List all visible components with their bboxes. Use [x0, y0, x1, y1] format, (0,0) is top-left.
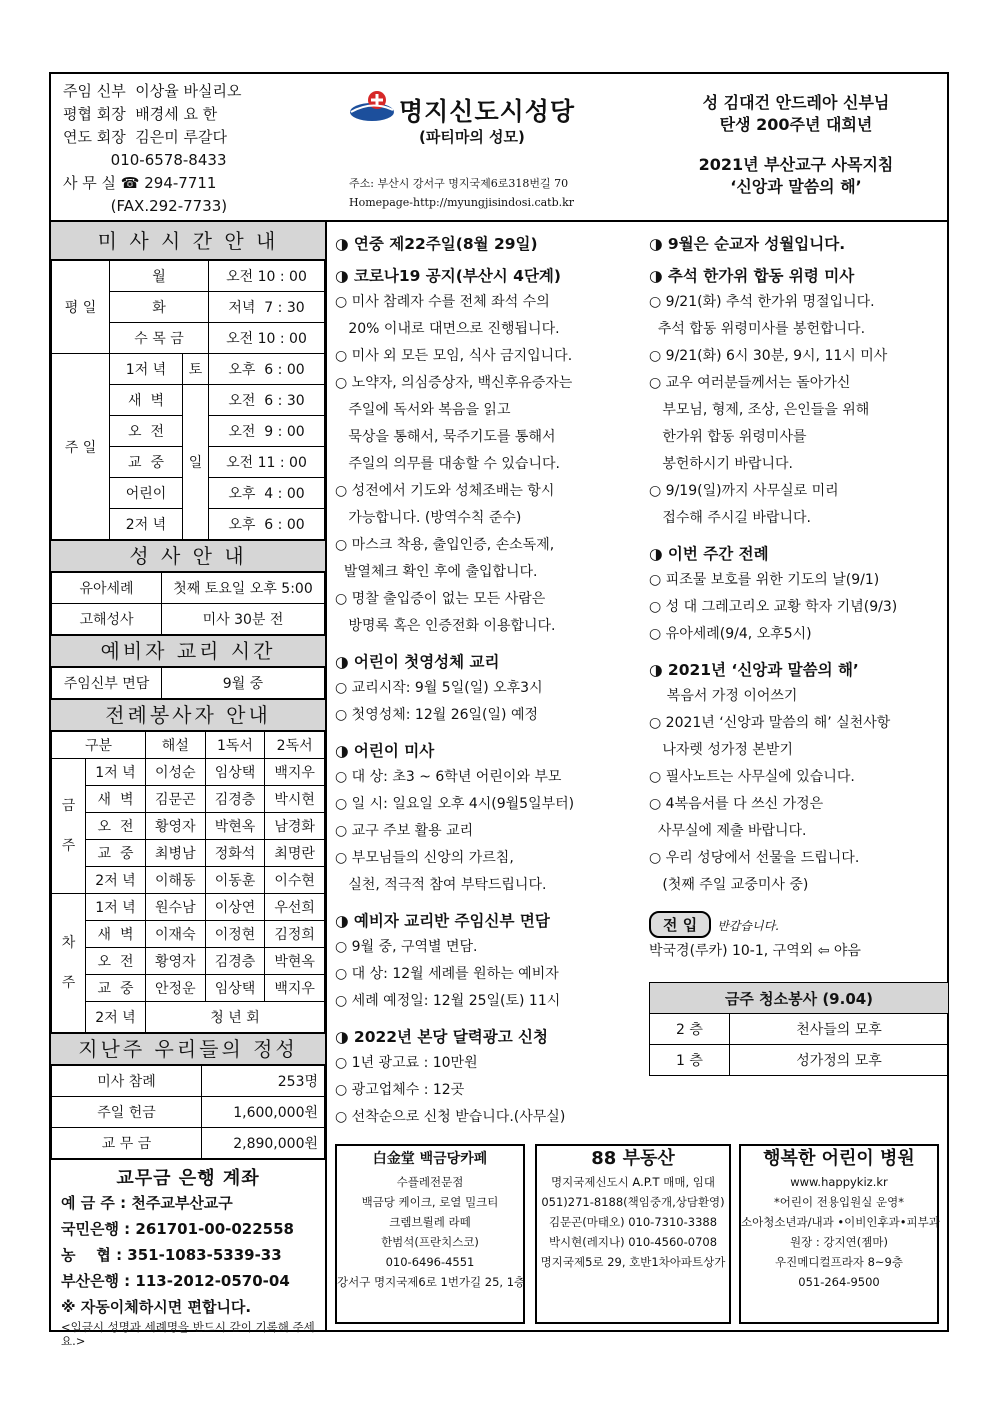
- server-name: 정화석: [205, 840, 265, 867]
- offering-table: [51, 1065, 325, 1159]
- row-value: 2,890,000원: [202, 1128, 325, 1159]
- mass-kind: 교 중: [110, 447, 183, 478]
- cleaning-header: [650, 983, 949, 1014]
- server-name: 박현옥: [265, 948, 325, 975]
- section-heading: ◑ 예비자 교리반 주임신부 면담: [335, 909, 633, 931]
- ad-line: 크렘브륄레 라떼: [389, 1215, 471, 1229]
- sat-label: 토: [183, 354, 209, 385]
- notice-line: ○ 9/21(화) 추석 한가위 명절입니다.: [649, 294, 875, 310]
- mass-kind: 2저 녁: [86, 867, 146, 894]
- table-row: [52, 840, 325, 867]
- floor: 1 층: [650, 1045, 730, 1076]
- column-header: 1독서: [205, 732, 265, 759]
- notice-line: ○ 우리 성당에서 선물을 드립니다.: [649, 850, 860, 866]
- section-heading: ◑ 2022년 본당 달력광고 신청: [335, 1025, 633, 1047]
- row-value: 1,600,000원: [202, 1097, 325, 1128]
- mass-time: 오전 9 : 00: [209, 416, 325, 447]
- week-label: 차 주: [52, 894, 86, 1033]
- notice-line: 주일에 독서와 복음을 읽고: [335, 402, 511, 418]
- left-column: [51, 222, 327, 1348]
- ad-line: 051-264-9500: [798, 1275, 880, 1289]
- bank-row: 부산은행 : 113-2012-0570-04: [61, 1272, 290, 1290]
- row-label: 주임신부 면담: [52, 668, 162, 699]
- notice-line: 나자렛 성가정 본받기: [649, 742, 793, 758]
- mass-kind: 새 벽: [110, 385, 183, 416]
- bank-title: 교무금 은행 계좌: [116, 1168, 260, 1189]
- ad-line: 김문곤(마태오) 010-7310-3388: [548, 1215, 718, 1229]
- catechumen-table: [51, 667, 325, 699]
- table-row: [52, 668, 325, 699]
- table-row: [650, 1014, 949, 1045]
- notice-line: 접수해 주시길 바랍니다.: [649, 510, 811, 526]
- notice-line: ○ 교리시작: 9월 5일(일) 오후3시: [335, 680, 543, 696]
- table-row: [650, 1045, 949, 1076]
- notice-line: 복음서 가정 이어쓰기: [649, 688, 798, 704]
- section-heading: ◑ 9월은 순교자 성월입니다.: [649, 232, 939, 254]
- mass-times-table: [51, 260, 325, 540]
- mass-kind: 새 벽: [86, 921, 146, 948]
- notice-line: ○ 노약자, 의심증상자, 백신후유증자는: [335, 375, 573, 391]
- mass-kind: 새 벽: [86, 786, 146, 813]
- notice-line: ○ 교우 여러분들께서는 돌아가신: [649, 375, 851, 391]
- notice-line: 실천, 적극적 참여 부탁드립니다.: [335, 877, 547, 893]
- server-name: 김경층: [205, 948, 265, 975]
- table-row: [52, 573, 325, 604]
- sacrament-table: [51, 572, 325, 635]
- parish-subtitle: (파티마의 성모): [419, 128, 525, 146]
- server-name: 청 년 회: [146, 1002, 325, 1033]
- address: 주소: 부산시 강서구 명지국제6로318번길 70: [349, 177, 569, 190]
- notice-line: 주일의 의무를 대송할 수 있습니다.: [335, 456, 560, 472]
- staff-line: 010-6578-8433: [63, 151, 227, 169]
- notice-line: ○ 명찰 출입증이 없는 모든 사람은: [335, 591, 546, 607]
- servers-title: 전례봉사자 안내: [51, 699, 325, 731]
- table-row: [52, 1097, 325, 1128]
- row-value: 253명: [202, 1066, 325, 1097]
- table-row: [52, 921, 325, 948]
- row-value: 첫째 토요일 오후 5:00: [162, 573, 325, 604]
- server-name: 백지우: [265, 759, 325, 786]
- staff-line: 평협 회장 배경세 요 한: [63, 105, 218, 123]
- bank-row: 예 금 주 : 천주교부산교구: [61, 1194, 233, 1212]
- mass-time: 오전 10 : 00: [209, 323, 325, 354]
- sacrament-title: 성 사 안 내: [51, 540, 325, 572]
- mass-day: 월: [110, 261, 209, 292]
- table-row: [52, 1002, 325, 1033]
- staff-line: 연도 회장 김은미 루갈다: [63, 128, 227, 146]
- server-name: 최병남: [146, 840, 206, 867]
- server-name: 안정운: [146, 975, 206, 1002]
- notice-line: ○ 선착순으로 신청 받습니다.(사무실): [335, 1109, 566, 1125]
- guideline-line-2: ‘신앙과 말씀의 해’: [730, 177, 862, 196]
- server-name: 박시현: [265, 786, 325, 813]
- ad-line: 051)271-8188(책임중개,상담환영): [541, 1195, 725, 1209]
- server-name: 이해동: [146, 867, 206, 894]
- table-row: [52, 948, 325, 975]
- notice-line: ○ 미사 참례자 수를 전체 좌석 수의: [335, 294, 550, 310]
- weekday-label: 평 일: [52, 261, 110, 354]
- ad-line: *어린이 전용입원실 운영*: [774, 1195, 904, 1209]
- ad-line: 원장 : 강지연(젬마): [790, 1235, 888, 1249]
- server-name: 우선희: [265, 894, 325, 921]
- staff-line: (FAX.292-7733): [63, 197, 228, 215]
- mass-kind: 오 전: [86, 948, 146, 975]
- mass-kind: 오 전: [110, 416, 183, 447]
- parish-name: 명지신도시성당: [399, 97, 576, 126]
- notice-line: ○ 4복음서를 다 쓰신 가정은: [649, 796, 824, 812]
- section-heading: ◑ 연중 제22주일(8월 29일): [335, 232, 633, 254]
- ads-area: [329, 1136, 947, 1330]
- server-name: 남경화: [265, 813, 325, 840]
- ad-line: 박시현(레지나) 010-4560-0708: [548, 1235, 718, 1249]
- column-header: 2독서: [265, 732, 325, 759]
- table-row: [52, 975, 325, 1002]
- ad-box: [739, 1144, 939, 1324]
- table-row: [52, 1128, 325, 1159]
- homepage-link[interactable]: Homepage-http://myungjisindosi.catb.kr: [349, 196, 575, 209]
- notice-line: 부모님, 형제, 조상, 은인들을 위해: [649, 402, 870, 418]
- mass-kind: 어린이: [110, 478, 183, 509]
- transfer-block: [649, 911, 939, 960]
- notice-line: ○ 9월 중, 구역별 면담.: [335, 939, 478, 955]
- row-label: 고해성사: [52, 604, 162, 635]
- mass-kind: 1저 녁: [86, 759, 146, 786]
- notice-line: 가능합니다. (방역수칙 준수): [335, 510, 522, 526]
- middle-column: [329, 222, 639, 1282]
- section-heading: ◑ 2021년 ‘신앙과 말씀의 해’: [649, 658, 939, 680]
- section-heading: ◑ 어린이 첫영성체 교리: [335, 650, 633, 672]
- sunday-label: 주 일: [52, 354, 110, 540]
- notice-line: ○ 필사노트는 사무실에 있습니다.: [649, 769, 855, 785]
- mass-kind: 교 중: [86, 975, 146, 1002]
- header: [51, 74, 947, 222]
- ad-line: www.happykiz.kr: [790, 1175, 888, 1189]
- section-heading: ◑ 어린이 미사: [335, 739, 633, 761]
- mass-times-title: 미 사 시 간 안 내: [51, 222, 325, 260]
- ad-line: 명지국제5로 29, 호반1차아파트상가: [540, 1255, 726, 1269]
- section-heading: ◑ 코로나19 공지(부산시 4단계): [335, 264, 633, 286]
- mass-kind: 2저 녁: [110, 509, 183, 540]
- server-name: 원수남: [146, 894, 206, 921]
- mass-time: 오후 6 : 00: [209, 354, 325, 385]
- mass-day: 화: [110, 292, 209, 323]
- guideline-line-1: 2021년 부산교구 사목지침: [698, 155, 894, 174]
- notice-line: 20% 이내로 대면으로 진행됩니다.: [335, 321, 560, 337]
- staff-line: 주임 신부 이상율 바실리오: [63, 82, 242, 100]
- server-name: 임상택: [205, 759, 265, 786]
- mass-time: 오전 10 : 00: [209, 261, 325, 292]
- mass-time: 오후 6 : 00: [209, 509, 325, 540]
- notice-line: ○ 2021년 ‘신앙과 말씀의 해’ 실천사항: [649, 715, 891, 731]
- week-label: 금 주: [52, 759, 86, 894]
- notice-line: 묵상을 통해서, 묵주기도를 통해서: [335, 429, 556, 445]
- address-block: [349, 174, 574, 212]
- table-row: [52, 1066, 325, 1097]
- mass-time: 오전 6 : 30: [209, 385, 325, 416]
- mass-kind: 교 중: [86, 840, 146, 867]
- column-header: 구분: [52, 732, 146, 759]
- transfer-text: 박국경(루카) 10-1, 구역외 ⇦ 야음: [649, 943, 861, 959]
- ad-title: 白金堂 백금당카페: [372, 1151, 488, 1167]
- notice-line: ○ 일 시: 일요일 오후 4시(9월5일부터): [335, 796, 575, 812]
- notice-line: 발열체크 확인 후에 출입합니다.: [335, 564, 538, 580]
- ad-line: 수플레전문점: [396, 1175, 464, 1189]
- jubilee-line-1: 성 김대건 안드레아 신부님: [702, 93, 890, 112]
- notice-line: ○ 9/21(화) 6시 30분, 9시, 11시 미사: [649, 348, 888, 364]
- table-row: [52, 759, 325, 786]
- row-label: 주일 헌금: [52, 1097, 202, 1128]
- floor: 2 층: [650, 1014, 730, 1045]
- notice-line: ○ 유아세례(9/4, 오후5시): [649, 626, 812, 642]
- section-heading: ◑ 이번 주간 전례: [649, 542, 939, 564]
- cleaning-title: 금주 청소봉사 (9.04): [650, 983, 949, 1014]
- server-name: 이상연: [205, 894, 265, 921]
- mass-day: 수 목 금: [110, 323, 209, 354]
- bank-row: ※ 자동이체하시면 편합니다.: [61, 1298, 252, 1316]
- notice-line: 봉헌하시기 바랍니다.: [649, 456, 793, 472]
- notice-line: ○ 교구 주보 활용 교리: [335, 823, 474, 839]
- server-name: 최명란: [265, 840, 325, 867]
- server-name: 황영자: [146, 813, 206, 840]
- catechumen-title: 예비자 교리 시간: [51, 635, 325, 667]
- server-name: 이정현: [205, 921, 265, 948]
- notice-line: ○ 첫영성체: 12월 26일(일) 예정: [335, 707, 539, 723]
- server-name: 이성순: [146, 759, 206, 786]
- table-row: [52, 786, 325, 813]
- mass-kind: 2저 녁: [86, 1002, 146, 1033]
- server-name: 이재숙: [146, 921, 206, 948]
- ad-line: 명지국제신도시 A.P.T 매매, 임대: [551, 1175, 715, 1189]
- mass-kind: 오 전: [86, 813, 146, 840]
- bank-box: [51, 1159, 325, 1352]
- bank-row: 국민은행 : 261701-00-022558: [61, 1220, 294, 1238]
- server-name: 임상택: [205, 975, 265, 1002]
- notice-line: ○ 1년 광고료 : 10만원: [335, 1055, 478, 1071]
- mass-time: 저녁 7 : 30: [209, 292, 325, 323]
- mass-row: [52, 261, 325, 292]
- table-row: [52, 813, 325, 840]
- ad-title: 88 부동산: [591, 1148, 675, 1169]
- row-value: 9월 중: [162, 668, 325, 699]
- row-value: 미사 30분 전: [162, 604, 325, 635]
- sun-label: 일: [183, 385, 209, 540]
- header-right: [651, 92, 941, 198]
- notice-line: ○ 세례 예정일: 12월 25일(토) 11시: [335, 993, 561, 1009]
- ad-line: 010-6496-4551: [385, 1255, 475, 1269]
- ad-box: [535, 1144, 731, 1324]
- staff-line: 사 무 실 ☎ 294-7711: [63, 174, 217, 192]
- section-heading: ◑ 추석 한가위 합동 위령 미사: [649, 264, 939, 286]
- server-name: 김문곤: [146, 786, 206, 813]
- table-row: [52, 894, 325, 921]
- right-column: [641, 222, 947, 1282]
- jubilee-line-2: 탄생 200주년 대희년: [719, 115, 873, 134]
- mass-kind: 1저 녁: [86, 894, 146, 921]
- bulletin-frame: [49, 72, 949, 1348]
- notice-line: 추석 합동 위령미사를 봉헌합니다.: [649, 321, 866, 337]
- mass-time: 오후 4 : 00: [209, 478, 325, 509]
- ad-line: 우진메디컬프라자 8~9층: [775, 1255, 903, 1269]
- server-name: 황영자: [146, 948, 206, 975]
- notice-line: ○ 마스크 착용, 출입인증, 손소독제,: [335, 537, 555, 553]
- bank-note: <입금시 성명과 세례명을 반드시 같이 기록해 주세요.>: [61, 1320, 315, 1348]
- server-name: 박현옥: [205, 813, 265, 840]
- notice-line: ○ 9/19(일)까지 사무실로 미리: [649, 483, 839, 499]
- notice-line: 한가위 합동 위령미사를: [649, 429, 807, 445]
- welcome-text: 반갑습니다.: [717, 919, 779, 933]
- bank-row: 농 협 : 351-1083-5339-33: [61, 1246, 282, 1264]
- column-header: 해설: [146, 732, 206, 759]
- notice-line: ○ 피조물 보호를 위한 기도의 날(9/1): [649, 572, 880, 588]
- row-label: 유아세례: [52, 573, 162, 604]
- table-row: [52, 604, 325, 635]
- row-label: 미사 참례: [52, 1066, 202, 1097]
- notice-line: 방명록 혹은 인증전화 이용합니다.: [335, 618, 556, 634]
- mass-kind: 1저 녁: [110, 354, 183, 385]
- transfer-badge: 전 입: [649, 911, 711, 938]
- cleaning-table: [649, 982, 949, 1076]
- server-name: 이수현: [265, 867, 325, 894]
- notice-line: 사무실에 제출 바랍니다.: [649, 823, 807, 839]
- servers-table: [51, 731, 325, 1033]
- notice-line: ○ 대 상: 초3 ~ 6학년 어린이와 부모: [335, 769, 562, 785]
- row-label: 교 무 금: [52, 1128, 202, 1159]
- mass-time: 오전 11 : 00: [209, 447, 325, 478]
- notice-line: (첫째 주일 교중미사 중): [649, 877, 809, 893]
- table-row: [52, 867, 325, 894]
- offering-title: 지난주 우리들의 정성: [51, 1033, 325, 1065]
- notice-line: ○ 부모님들의 신앙의 가르침,: [335, 850, 514, 866]
- notice-line: ○ 성 대 그레고리오 교황 학자 기념(9/3): [649, 599, 898, 615]
- staff-list: [63, 80, 241, 218]
- ad-line: 소아청소년과/내과 •이비인후과•피부과: [741, 1215, 940, 1229]
- ad-title: 행복한 어린이 병원: [763, 1148, 915, 1169]
- servers-header: [52, 732, 325, 759]
- notice-line: ○ 미사 외 모든 모임, 식사 금지입니다.: [335, 348, 573, 364]
- server-name: 김정희: [265, 921, 325, 948]
- server-name: 이동훈: [205, 867, 265, 894]
- ad-line: 한범석(프란치스코): [381, 1235, 479, 1249]
- church-logo-icon: [349, 90, 395, 124]
- mass-row: [52, 354, 325, 385]
- server-name: 김경층: [205, 786, 265, 813]
- notice-line: ○ 대 상: 12월 세례를 원하는 예비자: [335, 966, 559, 982]
- notice-line: ○ 광고업체수 : 12곳: [335, 1082, 465, 1098]
- ad-box: [335, 1144, 525, 1324]
- server-name: 백지우: [265, 975, 325, 1002]
- ad-line: 강서구 명지국제6로 1번가길 25, 1층: [337, 1275, 526, 1289]
- notice-line: ○ 성전에서 기도와 성체조배는 항시: [335, 483, 555, 499]
- ad-line: 백금당 케이크, 로열 밀크티: [361, 1195, 499, 1209]
- team: 천사들의 모후: [730, 1014, 949, 1045]
- team: 성가정의 모후: [730, 1045, 949, 1076]
